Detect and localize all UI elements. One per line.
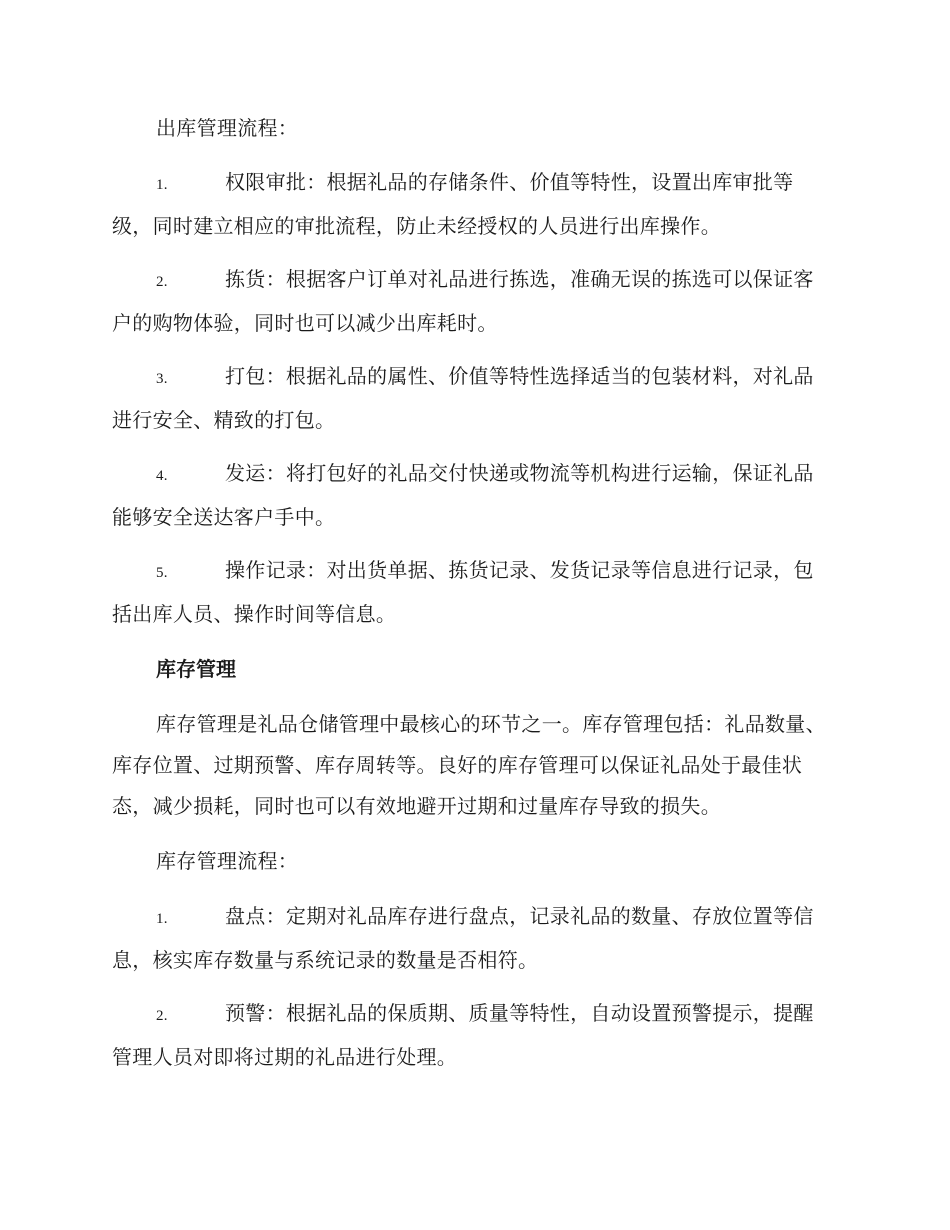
section-heading: 库存管理: [156, 657, 236, 681]
outbound-item-3: [112, 356, 832, 441]
outbound-item-4: [112, 453, 832, 538]
inventory-flow-title: 库存管理流程：: [156, 849, 299, 873]
list-text: 预警：根据礼品的保质期、质量等特性，自动设置预警提示，提醒管理人员对即将过期的礼品进行处理。: [112, 1001, 814, 1069]
list-number: 3.: [156, 371, 168, 387]
inventory-item-1: [112, 896, 832, 981]
inventory-intro: 库存管理是礼品仓储管理中最核心的环节之一。库存管理包括：礼品数量、库存位置、过期预警、库存周转等。良好的库存管理可以保证礼品处于最佳状态，减少损耗，同时也可以有效地避开过期和过量库存导致的损失。: [112, 712, 826, 818]
list-number: 5.: [156, 565, 168, 581]
outbound-item-2: [112, 259, 832, 344]
outbound-flow-title: 出库管理流程：: [156, 116, 299, 140]
list-text: 拣货：根据客户订单对礼品进行拣选，准确无误的拣选可以保证客户的购物体验，同时也可以减少出库耗时。: [112, 267, 814, 335]
list-text: 盘点：定期对礼品库存进行盘点，记录礼品的数量、存放位置等信息，核实库存数量与系统记录的数量是否相符。: [112, 904, 814, 972]
inventory-item-2: [112, 993, 832, 1078]
outbound-item-5: [112, 550, 832, 635]
list-number: 2.: [156, 1008, 168, 1024]
list-text: 权限审批：根据礼品的存储条件、价值等特性，设置出库审批等级，同时建立相应的审批流程，防止未经授权的人员进行出库操作。: [112, 170, 794, 238]
list-text: 打包：根据礼品的属性、价值等特性选择适当的包装材料，对礼品进行安全、精致的打包。: [112, 364, 814, 432]
outbound-item-1: [112, 162, 832, 247]
list-number: 1.: [156, 177, 168, 193]
list-number: 4.: [156, 468, 168, 484]
list-text: 发运：将打包好的礼品交付快递或物流等机构进行运输，保证礼品能够安全送达客户手中。: [112, 461, 814, 529]
list-number: 2.: [156, 274, 168, 290]
list-number: 1.: [156, 911, 168, 927]
list-text: 操作记录：对出货单据、拣货记录、发货记录等信息进行记录，包括出库人员、操作时间等信息。: [112, 558, 814, 626]
